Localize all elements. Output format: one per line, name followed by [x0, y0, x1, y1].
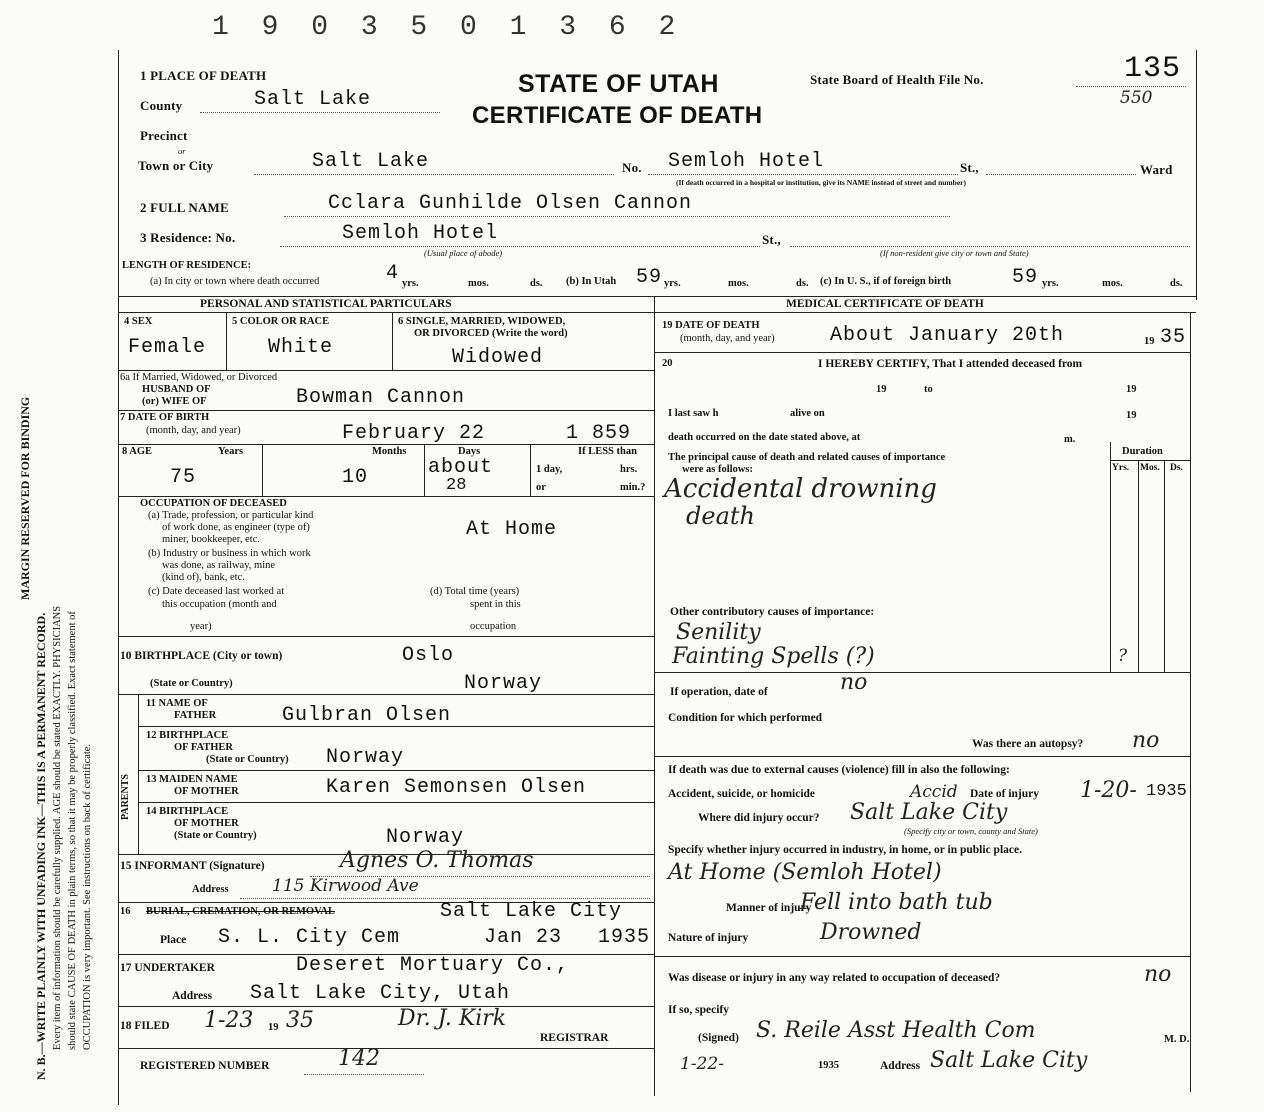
- certify-text: I HEREBY CERTIFY, That I attended deceased from: [818, 358, 1083, 370]
- dob-value: February 22: [342, 422, 486, 445]
- birthplace-label: 10 BIRTHPLACE (City or town): [120, 650, 283, 662]
- injury-date: 1-20-: [1080, 778, 1137, 803]
- filed-year: 35: [286, 1008, 314, 1033]
- manner-of-injury: Fell into bath tub: [800, 890, 993, 915]
- file-number: 135: [1124, 52, 1182, 86]
- undertaker-address: Salt Lake City, Utah: [250, 982, 511, 1005]
- filed-date: 1-23: [204, 1008, 254, 1033]
- autopsy-value: no: [1132, 728, 1160, 753]
- margin-binding-note: MARGIN RESERVED FOR BINDING: [18, 396, 32, 600]
- marital-label-2: OR DIVORCED (Write the word): [414, 328, 568, 339]
- spouse-label-1: 6a If Married, Widowed, or Divorced: [120, 372, 278, 383]
- st-label: St.,: [960, 160, 979, 175]
- place-of-death-heading: 1 PLACE OF DEATH: [140, 68, 267, 83]
- spouse-label-3: (or) WIFE OF: [142, 396, 207, 407]
- nonresident-note: (If non-resident give city or town and State): [880, 248, 1029, 258]
- length-b-label: (b) In Utah: [566, 276, 617, 287]
- length-residence-label: LENGTH OF RESIDENCE:: [122, 260, 252, 271]
- sex-value: Female: [128, 336, 207, 359]
- cause-of-death-1: Accidental drowning: [664, 474, 937, 504]
- street-no-value: Semloh Hotel: [668, 150, 825, 173]
- birth-country-value: Norway: [464, 672, 543, 695]
- burial-year: 1935: [598, 926, 651, 949]
- death-year: 35: [1160, 326, 1187, 349]
- spouse-label-2: HUSBAND OF: [142, 384, 211, 395]
- county-label: County: [140, 98, 183, 113]
- or-label: or: [178, 146, 186, 156]
- stamp-number: 1 9 0 3 5 0 1 3 6 2: [212, 12, 684, 43]
- dob-year: 1 859: [566, 422, 632, 445]
- occupation-heading: OCCUPATION OF DECEASED: [140, 498, 287, 509]
- state-title: STATE OF UTAH: [518, 70, 719, 98]
- contributory-cause-2: Fainting Spells (?): [672, 644, 875, 669]
- operation-value: no: [840, 670, 868, 695]
- days-label: Days: [458, 446, 481, 457]
- date-of-death: About January 20th: [830, 324, 1065, 347]
- less-than-label: If LESS than: [578, 446, 637, 457]
- marital-value: Widowed: [452, 346, 544, 369]
- years-label: Years: [218, 446, 244, 457]
- registered-label: REGISTERED NUMBER: [140, 1060, 270, 1072]
- county-value: Salt Lake: [254, 88, 372, 111]
- length-c-value: 59: [1012, 266, 1039, 289]
- length-c-label: (c) In U. S., if of foreign birth: [820, 276, 952, 287]
- length-b-value: 59: [636, 266, 663, 289]
- precinct-label: Precinct: [140, 128, 188, 143]
- birth-state-label: (State or Country): [150, 678, 233, 689]
- death-certificate: 1 9 0 3 5 0 1 3 6 2 MARGIN RESERVED FOR BINDING N. B.—WRITE PLAINLY WITH UNFADING INK—THIS IS A PERMANENT RECORD. Every item of information should be carefully supplied. AGE should be stated EXACTLY. PHYSICIANS should state CAUSE OF DEATH in plain terms, so that it may be properly classified. Exact statement of OCCUPATION is very important. See instructions on back of certificate. 1 PLACE OF DEATH STATE OF UTAH CERTIFICATE OF DEATH State Board of Health File No. 135 550 County Salt Lake Precinct or Town or City Salt Lake No. Semloh Hotel St., Ward (If death occurred in a hospital or institution, give its NAME instead of street and number) 2 FULL NAME Cclara Gunhilde Olsen Cannon 3 Residence: No. Semloh Hotel St., (Usual place of abode) (If non-resident give city or town and State) LENGTH OF RESIDENCE: (a) In city or town where death occurred 4 yrs. mos. ds. (b) In Utah 59 yrs. mos. ds. (c) In U. S., if of foreign birth 59 yrs. mos. ds. PERSONAL AND STATISTICAL PARTICULARS MEDICAL CERTIFICATE OF DEATH 4 SEX Female 5 COLOR OR RACE White 6 SINGLE, MARRIED, WIDOWED, OR DIVORCED (Write the word) Widowed 6a If Married, Widowed, or Divorced HUSBAND OF (or) WIFE OF Bowman Cannon 7 DATE OF BIRTH (month, day, and year) February 22 1 859 8 AGE Years Months Days If LESS than 1 day, hrs. or min.? 75 10 about 28 OCCUPATION OF DECEASED (a) Trade, profession, or particular kind of work done, as engineer (type of) miner, bookkeeper, etc. At Home (b) Industry or business in which work was done, as railway, mine (kind of), bank, etc. (c) Date deceased last worked at this occupation (month and year) (d) Total time (years) spent in this occupation 10 BIRTHPLACE (City or town) Oslo (State or Country) Norway PARENTS 11 NAME OF FATHER Gulbran Olsen 12 BIRTHPLACE OF FATHER (State or Country) Norway 13 MAIDEN NAME OF MOTHER Karen Semonsen Olsen 14 BIRTHPLACE OF MOTHER (State or Country) Norway 15 INFORMANT (Signature) Agnes O. Thomas Address 115 Kirwood Ave 16 BURIAL, CREMATION, OR REMOVAL Salt Lake City Place S. L. City Cem Jan 23 1935 17 UNDERTAKER Deseret Mortuary Co., Address Salt Lake City, Utah 18 FILED 1-23 19 35 Dr. J. Kirk REGISTRAR REGISTERED NUMBER 142 19 DATE OF DEATH (month, day, and year) About January 20th 19 35 20 I HEREBY CERTIFY, That I attended deceased from 19 to 19 I last saw h alive on 19 death occurred on the date stated above, at m. The principal cause of death and related causes of importance were as follows: Duration Yrs. Mos. Ds. Accidental drowning death Other contributory causes of importance: Senility Fainting Spells (?) ? If operation, date of no Condition for which performed Was there an autopsy? no If death was due to external causes (violence) fill in also the following: Accident, suicide, or homicide Accid Date of injury 1-20- 1935 Where did injury occur? Salt Lake City (Specify city or town, county and State) Specify whether injury occurred in industry, in home, or in public place. At Home (Semloh Hotel) Manner of injury Fell into bath tub Nature of injury Drowned Was disease or injury in any way related to occupation of deceased? no If so, specify (Signed) S. Reile Asst Health Com M. D. 1-22- 1935 Address Salt Lake City: [0, 0, 1264, 1112]
- residence-label: 3 Residence: No.: [140, 230, 236, 245]
- father-value: Gulbran Olsen: [282, 704, 452, 727]
- injury-location: Salt Lake City: [850, 800, 1008, 825]
- months-label: Months: [372, 446, 407, 457]
- dob-sub-label: (month, day, and year): [146, 425, 241, 436]
- length-a-label: (a) In city or town where death occurred: [150, 276, 320, 287]
- burial-city: Salt Lake City: [440, 900, 623, 923]
- hospital-note: (If death occurred in a hospital or institution, give its NAME instead of street and number): [676, 178, 967, 187]
- full-name-label: 2 FULL NAME: [140, 200, 229, 215]
- medical-heading: MEDICAL CERTIFICATE OF DEATH: [786, 298, 984, 310]
- usual-abode-note: (Usual place of abode): [424, 248, 503, 258]
- registered-number: 142: [338, 1046, 380, 1071]
- burial-place: S. L. City Cem: [218, 926, 401, 949]
- contributory-cause-1: Senility: [676, 620, 761, 645]
- registrar-signature: Dr. J. Kirk: [398, 1006, 507, 1031]
- undertaker-name: Deseret Mortuary Co.,: [296, 954, 570, 977]
- marital-label-1: 6 SINGLE, MARRIED, WIDOWED,: [398, 316, 566, 327]
- father-birthplace-value: Norway: [326, 746, 405, 769]
- burial-label: BURIAL, CREMATION, OR REMOVAL: [146, 906, 335, 917]
- nature-of-injury: Drowned: [820, 920, 922, 945]
- age-label: 8 AGE: [122, 446, 153, 457]
- residence-value: Semloh Hotel: [342, 222, 499, 245]
- margin-ink-note: N. B.—WRITE PLAINLY WITH UNFADING INK—THIS IS A PERMANENT RECORD.: [34, 612, 48, 1080]
- ward-label: Ward: [1140, 162, 1173, 177]
- age-days-value-1: about: [428, 456, 494, 479]
- accident-value: Accid: [910, 782, 958, 802]
- mother-birthplace-value: Norway: [386, 826, 465, 849]
- birthplace-value: Oslo: [402, 644, 455, 667]
- file-label: State Board of Health File No.: [810, 72, 984, 87]
- occupation-related-value: no: [1144, 962, 1172, 987]
- sex-label: 4 SEX: [124, 316, 153, 327]
- filed-label: 18 FILED: [120, 1020, 170, 1032]
- informant-label: 15 INFORMANT (Signature): [120, 860, 265, 872]
- age-years-value: 75: [170, 466, 197, 489]
- informant-address: 115 Kirwood Ave: [272, 876, 419, 896]
- spouse-value: Bowman Cannon: [296, 386, 466, 409]
- street-no-label: No.: [622, 160, 642, 175]
- full-name-value: Cclara Gunhilde Olsen Cannon: [328, 192, 693, 215]
- injury-year: 1935: [1146, 782, 1187, 801]
- margin-instructions-2: should state CAUSE OF DEATH in plain terms, so that it may be properly classified. Exact statement of: [67, 611, 78, 1050]
- color-value: White: [268, 336, 334, 359]
- signature-date: 1-22-: [680, 1054, 724, 1074]
- cause-of-death-2: death: [686, 502, 755, 530]
- injury-place: At Home (Semloh Hotel): [668, 860, 942, 885]
- mother-value: Karen Semonsen Olsen: [326, 776, 587, 799]
- residence-st-label: St.,: [762, 232, 781, 247]
- physician-signature: S. Reile Asst Health Com: [756, 1018, 1036, 1043]
- age-days-value-2: 28: [446, 476, 467, 495]
- file-number-2: 550: [1120, 88, 1153, 108]
- personal-heading: PERSONAL AND STATISTICAL PARTICULARS: [200, 298, 452, 310]
- occupation-value: At Home: [466, 518, 558, 541]
- physician-address: Salt Lake City: [930, 1048, 1088, 1073]
- parents-side-label: PARENTS: [120, 774, 131, 820]
- margin-instructions-3: OCCUPATION is very important. See instructions on back of certificate.: [82, 743, 93, 1050]
- color-label: 5 COLOR OR RACE: [232, 316, 330, 327]
- certificate-title: CERTIFICATE OF DEATH: [472, 102, 763, 129]
- length-a-value: 4: [386, 262, 400, 285]
- dob-label: 7 DATE OF BIRTH: [120, 412, 210, 423]
- town-value: Salt Lake: [312, 150, 430, 173]
- informant-signature: Agnes O. Thomas: [340, 848, 534, 873]
- town-label: Town or City: [138, 158, 214, 173]
- age-months-value: 10: [342, 466, 369, 489]
- undertaker-label: 17 UNDERTAKER: [120, 962, 215, 974]
- margin-instructions-1: Every item of information should be carefully supplied. AGE should be stated EXACTLY. PHYSICIANS: [52, 605, 63, 1050]
- burial-date: Jan 23: [484, 926, 563, 949]
